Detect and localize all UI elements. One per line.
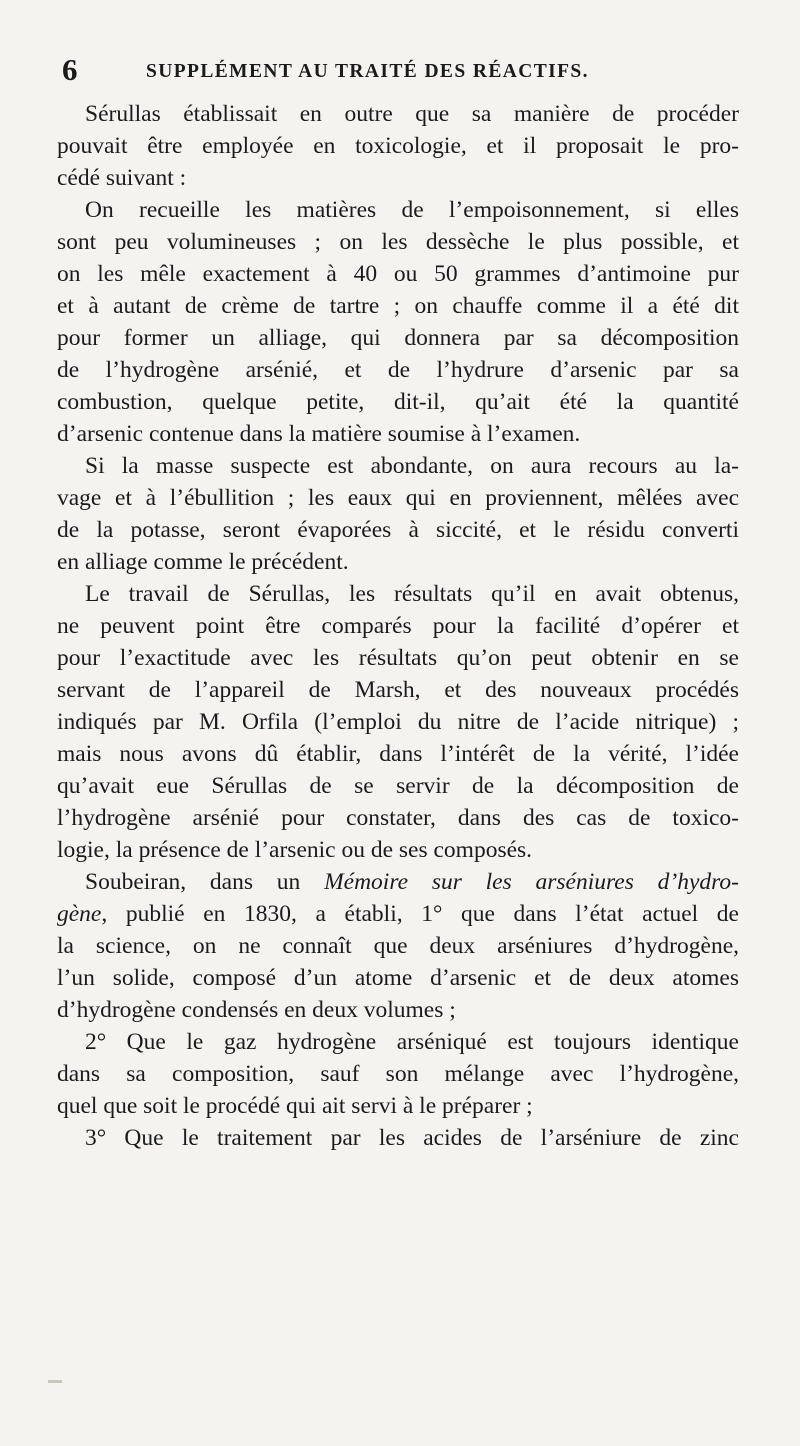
text-line: qu’avait eue Sérullas de se servir de la décomposition de [57, 773, 739, 799]
text-line: indiqués par M. Orfila (l’emploi du nitre de l’acide nitrique) ; [57, 709, 739, 735]
text-line: pour former un alliage, qui donnera par sa décomposition [57, 325, 739, 351]
text-line: vage et à l’ébullition ; les eaux qui en proviennent, mêlées avec [57, 485, 739, 511]
italic-title: Mémoire sur les arséniures d’hydro- [324, 869, 739, 895]
text-line: et à autant de crème de tartre ; on chauffe comme il a été dit [57, 293, 739, 319]
text-line: combustion, quelque petite, dit-il, qu’ait été la quantité [57, 389, 739, 415]
text-line [57, 866, 739, 898]
text-line: d’hydrogène condensés en deux volumes ; [57, 997, 456, 1023]
text-line: cédé suivant : [57, 165, 187, 191]
text-line: sont peu volumineuses ; on les dessèche le plus possible, et [57, 229, 739, 255]
running-head [62, 50, 742, 90]
text-line: quel que soit le procédé qui ait servi à le préparer ; [57, 1093, 533, 1119]
text-line: pouvait être employée en toxicologie, et il proposait le pro- [57, 133, 739, 159]
text-line: Le travail de Sérullas, les résultats qu’il en avait obtenus, [85, 581, 739, 607]
text-line: pour l’exactitude avec les résultats qu’on peut obtenir en se [57, 645, 739, 671]
paper-speck [48, 1380, 62, 1383]
text-line: dans sa composition, sauf son mélange avec l’hydrogène, [57, 1061, 739, 1087]
page-number: 6 [62, 52, 78, 87]
text-line: Sérullas établissait en outre que sa manière de procéder [85, 101, 739, 127]
text-line [57, 898, 739, 930]
body-text [57, 98, 739, 1154]
text-line: Si la masse suspecte est abondante, on aura recours au la- [85, 453, 739, 479]
text-line: 3° Que le traitement par les acides de l’arséniure de zinc [85, 1125, 739, 1151]
text-line: 2° Que le gaz hydrogène arséniqué est toujours identique [85, 1029, 739, 1055]
text-line: logie, la présence de l’arsenic ou de ses composés. [57, 837, 533, 863]
text-line: mais nous avons dû établir, dans l’intérêt de la vérité, l’idée [57, 741, 739, 767]
italic-title: gène [57, 901, 102, 927]
text-run: Soubeiran, dans un [85, 869, 301, 895]
text-line: d’arsenic contenue dans la matière soumise à l’examen. [57, 421, 581, 447]
text-line: de l’hydrogène arsénié, et de l’hydrure d’arsenic par sa [57, 357, 739, 383]
text-line: l’hydrogène arsénié pour constater, dans des cas de toxico- [57, 805, 739, 831]
text-line: on les mêle exactement à 40 ou 50 grammes d’antimoine pur [57, 261, 739, 287]
text-line: ne peuvent point être comparés pour la facilité d’opérer et [57, 613, 739, 639]
text-line: en alliage comme le précédent. [57, 549, 349, 575]
text-line: de la potasse, seront évaporées à siccité, et le résidu converti [57, 517, 739, 543]
text-run: , publié en 1830, a établi, 1° que dans l’état actuel de [101, 901, 739, 927]
text-line: la science, on ne connaît que deux arséniures d’hydrogène, [57, 933, 739, 959]
running-title: SUPPLÉMENT AU TRAITÉ DES RÉACTIFS. [146, 61, 589, 82]
text-line: On recueille les matières de l’empoisonnement, si elles [85, 197, 739, 223]
text-line: l’un solide, composé d’un atome d’arsenic et de deux atomes [57, 965, 739, 991]
text-line: servant de l’appareil de Marsh, et des nouveaux procédés [57, 677, 739, 703]
